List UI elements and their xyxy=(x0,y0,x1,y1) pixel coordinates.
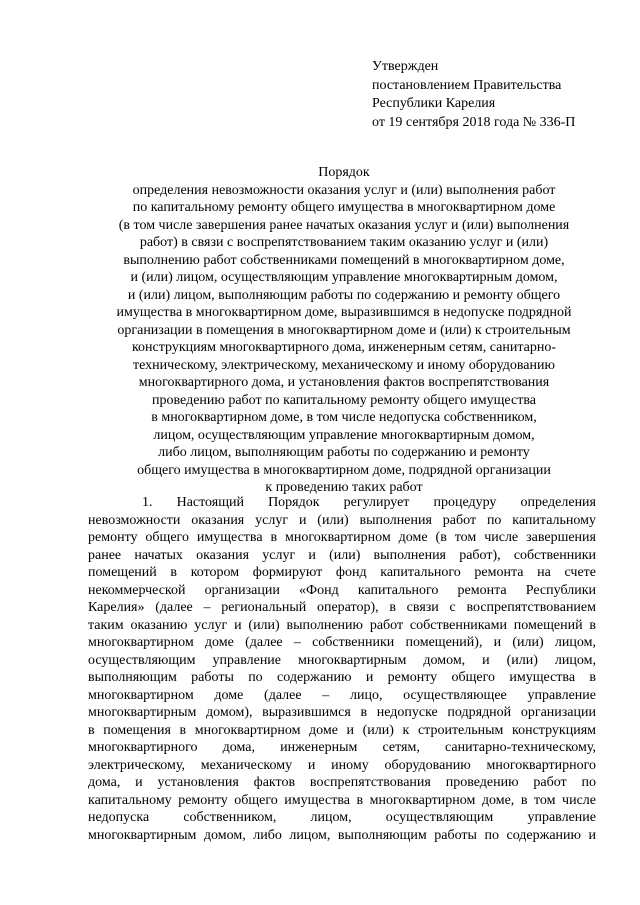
body-line: многоквартирного дома, инженерным сетям, санитарно-техническому, xyxy=(88,740,596,755)
title-line: проведению работ по капитальному ремонту общего имущества xyxy=(152,392,536,408)
body-line: ранее начатых оказания услуг и (или) выполнения работ), собственники xyxy=(88,547,596,563)
body-line: 1. Настоящий Порядок регулирует процедуру определения xyxy=(142,495,596,510)
approval-line: Утвержден xyxy=(372,59,439,74)
body-line: многоквартирном доме (далее – лицо, осуществляющее управление xyxy=(88,687,596,703)
approval-line: от 19 сентября 2018 года № 336-П xyxy=(372,114,576,130)
body-line: многоквартирным домом), выразившимся в недопуске подрядной организации xyxy=(88,705,596,720)
body-line: таким оказанию услуг и (или) выполнению работ собственниками помещений в xyxy=(88,617,596,633)
body-line: дома, и установления фактов воспрепятствования проведению работ по xyxy=(88,775,596,790)
title-line: работ) в связи с воспрепятствованием таким оказанию услуг и (или) xyxy=(139,235,549,250)
body-line: выполняющим работы по содержанию и ремонту общего имущества в xyxy=(88,670,596,685)
title-line: либо лицом, выполняющим работы по содержанию и ремонту xyxy=(158,445,530,460)
title-line: и (или) лицом, осуществляющим управление многоквартирным домом, xyxy=(130,270,558,285)
title-line: и (или) лицом, выполняющим работы по содержанию и ремонту общего xyxy=(127,287,561,303)
title-line: техническому, электрическому, механическому и иному оборудованию xyxy=(133,357,555,373)
body-line: электрическому, механическому и иному оборудованию многоквартирного xyxy=(88,757,596,773)
body-line: невозможности оказания услуг и (или) выполнения работ по капитальному xyxy=(88,512,596,528)
body-line: Карелия» (далее – региональный оператор), в связи с воспрепятствованием xyxy=(88,600,596,615)
title-line: по капитальному ремонту общего имущества в многоквартирном доме xyxy=(132,200,556,215)
body-line: многоквартирном доме (далее – собственники помещений), и (или) лицом, xyxy=(88,635,596,650)
body-line: многоквартирным домом, либо лицом, выполняющим работы по содержанию и xyxy=(88,827,596,843)
title-line: выполнению работ собственниками помещений в многоквартирном доме, xyxy=(123,252,565,268)
title-line: (в том числе завершения ранее начатых оказания услуг и (или) выполнения xyxy=(118,217,570,233)
body-line: помещений в котором формируют фонд капитального ремонта на счете xyxy=(88,565,596,580)
title-line: имущества в многоквартирном доме, выразившимся в недопуске подрядной xyxy=(116,305,572,320)
approval-line: постановлением Правительства xyxy=(372,77,562,93)
approval-line: Республики Карелия xyxy=(372,96,496,111)
title-line: организации в помещения в многоквартирном доме и (или) к строительным xyxy=(117,322,571,338)
title-line: общего имущества в многоквартирном доме, подрядной организации xyxy=(137,462,551,478)
body-line: ремонту общего имущества в многоквартирном доме (в том числе завершения xyxy=(88,530,596,545)
title-line: к проведению таких работ xyxy=(265,480,423,495)
title-line: Порядок xyxy=(318,165,370,180)
body-line: некоммерческой организации «Фонд капитального ремонта Республики xyxy=(88,582,596,598)
body-line: капитальному ремонту общего имущества в многоквартирном доме, в том числе xyxy=(88,792,596,808)
title-line: в многоквартирном доме, в том числе недопуска собственником, xyxy=(151,410,537,425)
body-line: недопуска собственником, лицом, осуществляющим управление xyxy=(88,810,596,825)
body-line: осуществляющим управление многоквартирным домом, и (или) лицом, xyxy=(88,652,596,668)
title-line: определения невозможности оказания услуг и (или) выполнения работ xyxy=(132,182,556,198)
title-line: многоквартирного дома, и установления фактов воспрепятствования xyxy=(138,375,550,390)
body-line: в помещения в многоквартирном доме и (или) к строительным конструкциям xyxy=(88,722,596,738)
document-title xyxy=(88,164,600,497)
title-line: лицом, осуществляющим управление многоквартирным домом, xyxy=(153,427,535,443)
approval-block xyxy=(372,58,575,132)
body-paragraph xyxy=(88,494,596,844)
title-line: конструкциям многоквартирного дома, инженерным сетям, санитарно- xyxy=(131,340,557,355)
